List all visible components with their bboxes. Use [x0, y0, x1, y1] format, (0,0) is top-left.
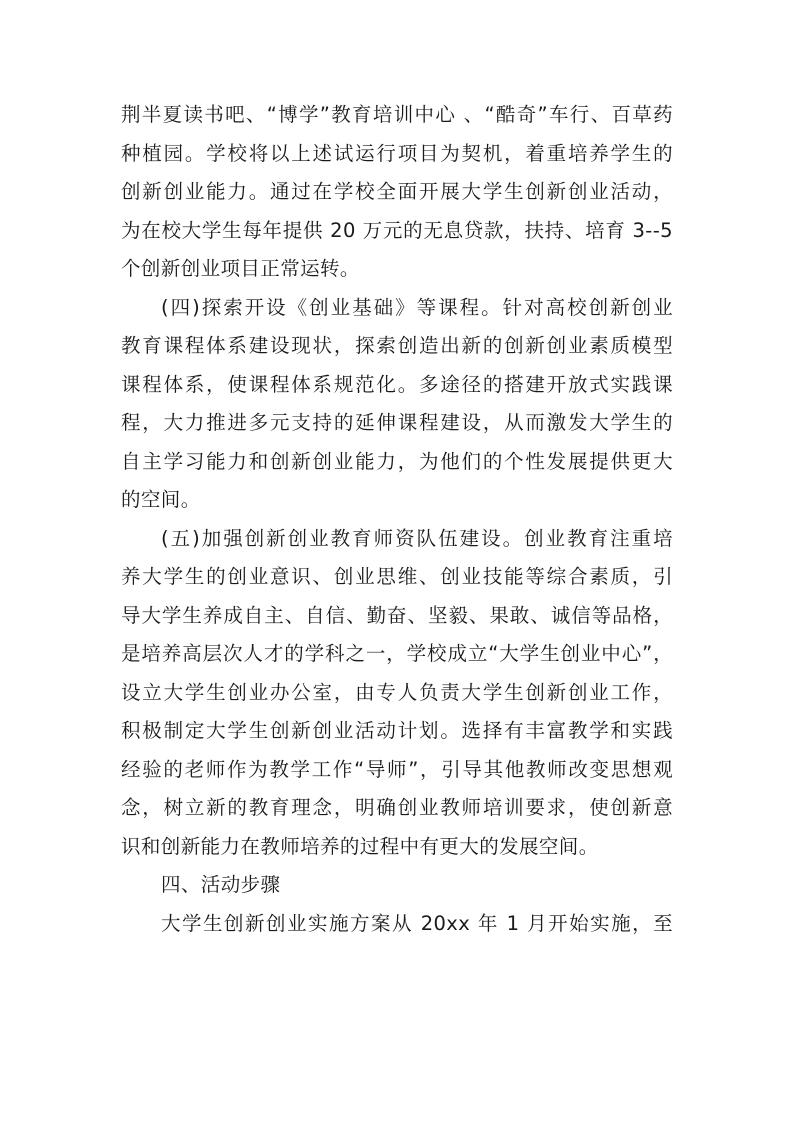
text-line: (五)加强创新创业教育师资队伍建设。创业教育注重培: [161, 526, 673, 550]
text-line: 大学生创新创业实施方案从 20xx 年 1 月开始实施，至: [161, 911, 673, 935]
text-line: 念，树立新的教育理念，明确创业教师培训要求，使创新意: [121, 796, 673, 819]
document-body: [121, 96, 673, 943]
text-line: 荆半夏读书吧、“博学”教育培训中心 、“酷奇”车行、百草药: [121, 103, 673, 126]
text-line: 导大学生养成自主、自信、勤奋、坚毅、果敢、诚信等品格，: [121, 603, 673, 627]
text-line: 是培养高层次人才的学科之一，学校成立“大学生创业中心”，: [121, 642, 673, 665]
text-line: 程，大力推进多元支持的延伸课程建设，从而激发大学生的: [121, 411, 673, 434]
section-heading: 四、活动步骤: [161, 873, 281, 896]
text-line: 的空间。: [121, 488, 201, 511]
text-line: (四)探索开设《创业基础》等课程。针对高校创新创业: [161, 295, 673, 319]
text-line: 设立大学生创业办公室，由专人负责大学生创新创业工作，: [121, 680, 673, 704]
text-line: 积极制定大学生创新创业活动计划。选择有丰富教学和实践: [121, 719, 673, 742]
text-line: 识和创新能力在教师培养的过程中有更大的发展空间。: [121, 834, 599, 858]
text-line: 养大学生的创业意识、创业思维、创业技能等综合素质，引: [121, 565, 673, 588]
text-line: 种植园。学校将以上述试运行项目为契机，着重培养学生的: [121, 141, 673, 165]
text-line: 教育课程体系建设现状，探索创造出新的创新创业素质模型: [121, 334, 673, 357]
text-line: 创新创业能力。通过在学校全面开展大学生创新创业活动，: [121, 180, 673, 203]
text-line: 课程体系，使课程体系规范化。多途径的搭建开放式实践课: [121, 372, 673, 396]
text-line: 经验的老师作为教学工作“导师”，引导其他教师改变思想观: [121, 757, 673, 781]
text-line: 自主学习能力和创新创业能力，为他们的个性发展提供更大: [121, 449, 673, 473]
text-line: 为在校大学生每年提供 20 万元的无息贷款，扶持、培育 3--5: [121, 218, 673, 242]
text-line: 个创新创业项目正常运转。: [121, 257, 360, 280]
